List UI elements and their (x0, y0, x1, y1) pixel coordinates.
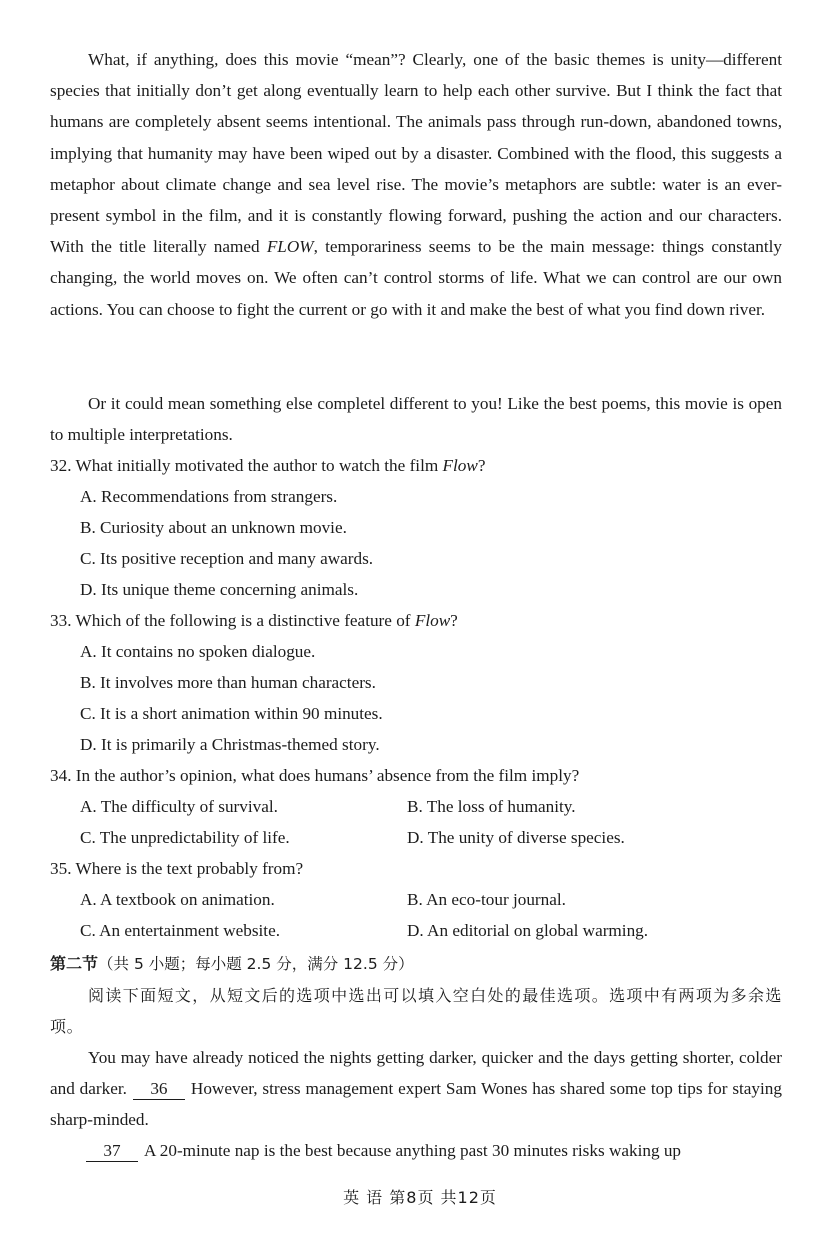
page-footer: 英 语 第8页 共12页 (343, 1188, 497, 1207)
blank-37[interactable]: 37 (86, 1141, 138, 1162)
option-32-c[interactable]: C. Its positive reception and many awards. (80, 549, 374, 568)
question-34: 34. In the author’s opinion, what does humans’ absence from the film imply? (50, 766, 580, 785)
option-35-b[interactable]: B. An eco-tour journal. (407, 890, 566, 909)
section-title: 第二节 (50, 954, 99, 973)
question-35: 35. Where is the text probably from? (50, 859, 304, 878)
cloze-paragraph-2: 37 A 20-minute nap is the best because anything past 30 minutes risks waking up (80, 1135, 782, 1166)
option-32-d[interactable]: D. Its unique theme concerning animals. (80, 580, 359, 599)
option-34-c[interactable]: C. The unpredictability of life. (80, 828, 290, 847)
section-2-heading (50, 948, 414, 980)
film-title: FLOW (266, 237, 314, 257)
option-32-b[interactable]: B. Curiosity about an unknown movie. (80, 518, 347, 537)
passage-text: , temporariness seems to be the main message: things constantly changing, the world moves on. We often can’t control storms of life. What we can control are our own actions. You can choose to fight the current or go with it and make the best of what you find down river. (50, 237, 782, 319)
option-33-b[interactable]: B. It involves more than human characters. (80, 673, 376, 692)
option-35-d[interactable]: D. An editorial on global warming. (407, 921, 649, 940)
option-33-a[interactable]: A. It contains no spoken dialogue. (80, 642, 316, 661)
option-33-d[interactable]: D. It is primarily a Christmas-themed story. (80, 735, 380, 754)
option-35-a[interactable]: A. A textbook on animation. (80, 890, 275, 909)
option-35-c[interactable]: C. An entertainment website. (80, 921, 280, 940)
question-33: 33. Which of the following is a distinctive feature of Flow? (50, 611, 458, 630)
section-2-instruction: 阅读下面短文，从短文后的选项中选出可以填入空白处的最佳选项。选项中有两项为多余选项。 (50, 986, 782, 1036)
option-34-b[interactable]: B. The loss of humanity. (407, 797, 576, 816)
passage-paragraph-1 (50, 44, 782, 325)
cloze-paragraph-1: You may have already noticed the nights getting darker, quicker and the days getting shorter, colder and darker. 36 However, stress management expert Sam Wones has shared some top tips for staying sharp-minded. (50, 1048, 782, 1130)
option-34-a[interactable]: A. The difficulty of survival. (80, 797, 278, 816)
option-33-c[interactable]: C. It is a short animation within 90 minutes. (80, 704, 383, 723)
passage-text: What, if anything, does this movie “mean”? Clearly, one of the basic themes is unity—different species that initially don’t get along eventually learn to help each other survive. But I think the fact that humans are completely absent seems intentional. The animals pass through run-down, abandoned towns, implying that humanity may have been wiped out by a disaster. Combined with the flood, this suggests a metaphor about climate change and sea level rise. The movie’s metaphors are subtle: water is an ever-present symbol in the film, and it is constantly flowing forward, pushing the action and our characters. With the title literally named (50, 50, 782, 257)
option-32-a[interactable]: A. Recommendations from strangers. (80, 487, 338, 506)
blank-36[interactable]: 36 (133, 1079, 185, 1100)
question-32: 32. What initially motivated the author to watch the film Flow? (50, 456, 486, 475)
section-scoring: （共 5 小题；每小题 2.5 分，满分 12.5 分） (98, 955, 414, 973)
passage-paragraph-2: Or it could mean something else completel different to you! Like the best poems, this movie is open to multiple interpretations. (50, 394, 782, 445)
option-34-d[interactable]: D. The unity of diverse species. (407, 828, 625, 847)
